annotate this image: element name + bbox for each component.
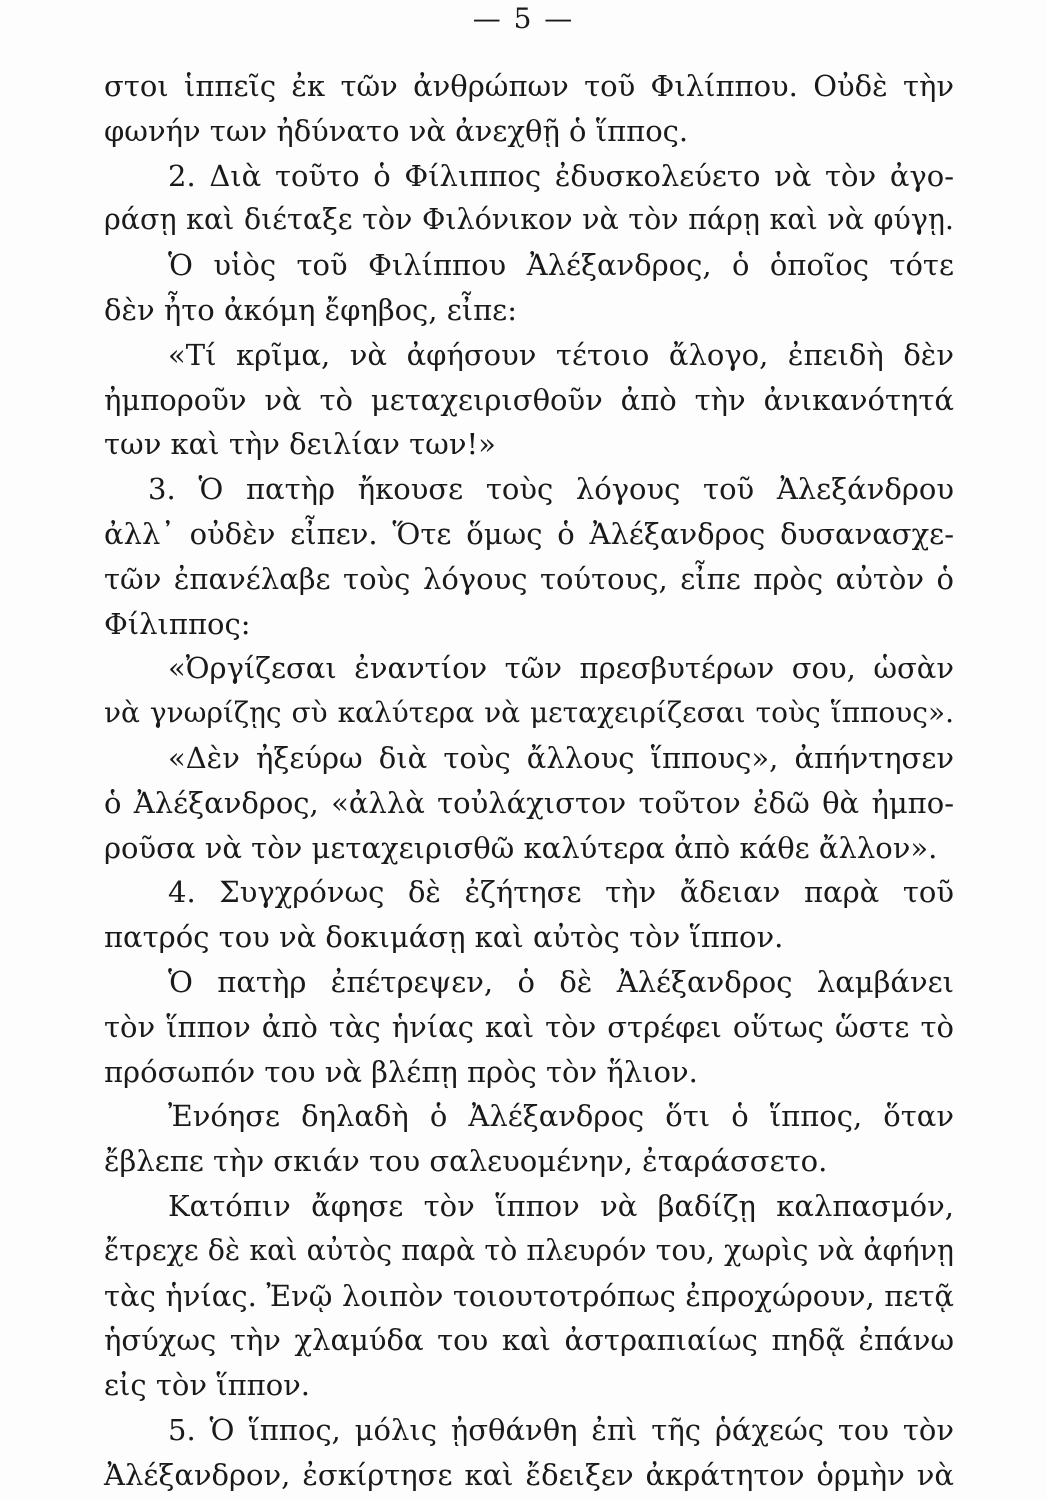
- text-line-5: Ὁ υἱὸς τοῦ Φιλίππου Ἀλέξανδρος, ὁ ὁποῖος τότε: [168, 248, 954, 283]
- text-line-12: τῶν ἐπανέλαβε τοὺς λόγους τούτους, εἶπε πρὸς αὐτὸν ὁ: [104, 561, 954, 596]
- text-line-28: τὰς ἡνίας. Ἐνῷ λοιπὸν τοιουτοτρόπως ἐπροχώρουν, πετᾷ: [104, 1278, 954, 1313]
- text-line-16: «Δὲν ἠξεύρω διὰ τοὺς ἄλλους ἵππους», ἀπήντησεν: [168, 740, 954, 775]
- text-line-18: ροῦσα νὰ τὸν μεταχειρισθῶ καλύτερα ἀπὸ κάθε ἄλλον».: [104, 830, 938, 865]
- text-line-4: ράσῃ καὶ διέταξε τὸν Φιλόνικον νὰ τὸν πάρῃ καὶ νὰ φύγῃ.: [104, 203, 954, 237]
- page-number: — 5 —: [472, 2, 575, 35]
- text-line-9: των καὶ τὴν δειλίαν των!»: [104, 427, 496, 462]
- text-line-13: Φίλιππος:: [104, 606, 251, 641]
- text-line-26: Κατόπιν ἄφησε τὸν ἵππον νὰ βαδίζῃ καλπασμόν,: [168, 1188, 954, 1223]
- text-line-14: «Ὀργίζεσαι ἐναντίον τῶν πρεσβυτέρων σου, ὡσὰν: [168, 651, 954, 686]
- text-line-10: 3. Ὁ πατὴρ ἤκουσε τοὺς λόγους τοῦ Ἀλεξάνδρου: [148, 472, 954, 507]
- text-line-19: 4. Συγχρόνως δὲ ἐζήτησε τὴν ἄδειαν παρὰ τοῦ: [168, 875, 954, 910]
- text-line-1: στοι ἱππεῖς ἐκ τῶν ἀνθρώπων τοῦ Φιλίππου. Οὐδὲ τὴν: [104, 69, 954, 103]
- text-line-22: τὸν ἵππον ἀπὸ τὰς ἡνίας καὶ τὸν στρέφει οὕτως ὥστε τὸ: [104, 1009, 954, 1044]
- text-line-6: δὲν ἦτο ἀκόμη ἔφηβος, εἶπε:: [104, 292, 517, 327]
- text-line-25: ἔβλεπε τὴν σκιάν του σαλευομένην, ἐταράσσετο.: [104, 1144, 828, 1179]
- text-line-3: 2. Διὰ τοῦτο ὁ Φίλιππος ἐδυσκολεύετο νὰ τὸν ἀγο-: [168, 158, 954, 193]
- text-line-27: ἔτρεχε δὲ καὶ αὐτὸς παρὰ τὸ πλευρόν του, χωρὶς νὰ ἀφήνῃ: [104, 1233, 954, 1267]
- text-line-30: εἰς τὸν ἵππον.: [104, 1368, 311, 1403]
- text-line-2: φωνήν των ἠδύνατο νὰ ἀνεχθῇ ὁ ἵππος.: [104, 113, 689, 148]
- text-line-32: Ἀλέξανδρον, ἐσκίρτησε καὶ ἔδειξεν ἀκράτητον ὁρμὴν νὰ: [104, 1457, 954, 1492]
- text-line-7: «Τί κρῖμα, νὰ ἀφήσουν τέτοιο ἄλογο, ἐπειδὴ δὲν: [168, 337, 954, 372]
- text-line-21: Ὁ πατὴρ ἐπέτρεψεν, ὁ δὲ Ἀλέξανδρος λαμβάνει: [168, 964, 954, 999]
- text-line-11: ἀλλ᾿ οὐδὲν εἶπεν. Ὅτε ὅμως ὁ Ἀλέξανδρος δυσανασχε-: [104, 516, 954, 551]
- text-line-24: Ἐνόησε δηλαδὴ ὁ Ἀλέξανδρος ὅτι ὁ ἵππος, ὅταν: [168, 1099, 954, 1134]
- text-line-15: νὰ γνωρίζῃς σὺ καλύτερα νὰ μεταχειρίζεσαι τοὺς ἵππους».: [104, 696, 954, 730]
- text-line-29: ἡσύχως τὴν χλαμύδα του καὶ ἀστραπιαίως πηδᾷ ἐπάνω: [104, 1323, 954, 1358]
- text-line-8: ἠμποροῦν νὰ τὸ μεταχειρισθοῦν ἀπὸ τὴν ἀνικανότητά: [104, 382, 954, 417]
- body-text: [104, 64, 954, 1498]
- text-line-31: 5. Ὁ ἵππος, μόλις ᾐσθάνθη ἐπὶ τῆς ῥάχεώς του τὸν: [168, 1412, 954, 1447]
- text-line-20: πατρός του νὰ δοκιμάσῃ καὶ αὐτὸς τὸν ἵππον.: [104, 920, 784, 955]
- text-line-23: πρόσωπόν του νὰ βλέπῃ πρὸς τὸν ἥλιον.: [104, 1054, 698, 1089]
- text-line-17: ὁ Ἀλέξανδρος, «ἀλλὰ τοὐλάχιστον τοῦτον ἐδῶ θὰ ἠμπο-: [104, 785, 954, 820]
